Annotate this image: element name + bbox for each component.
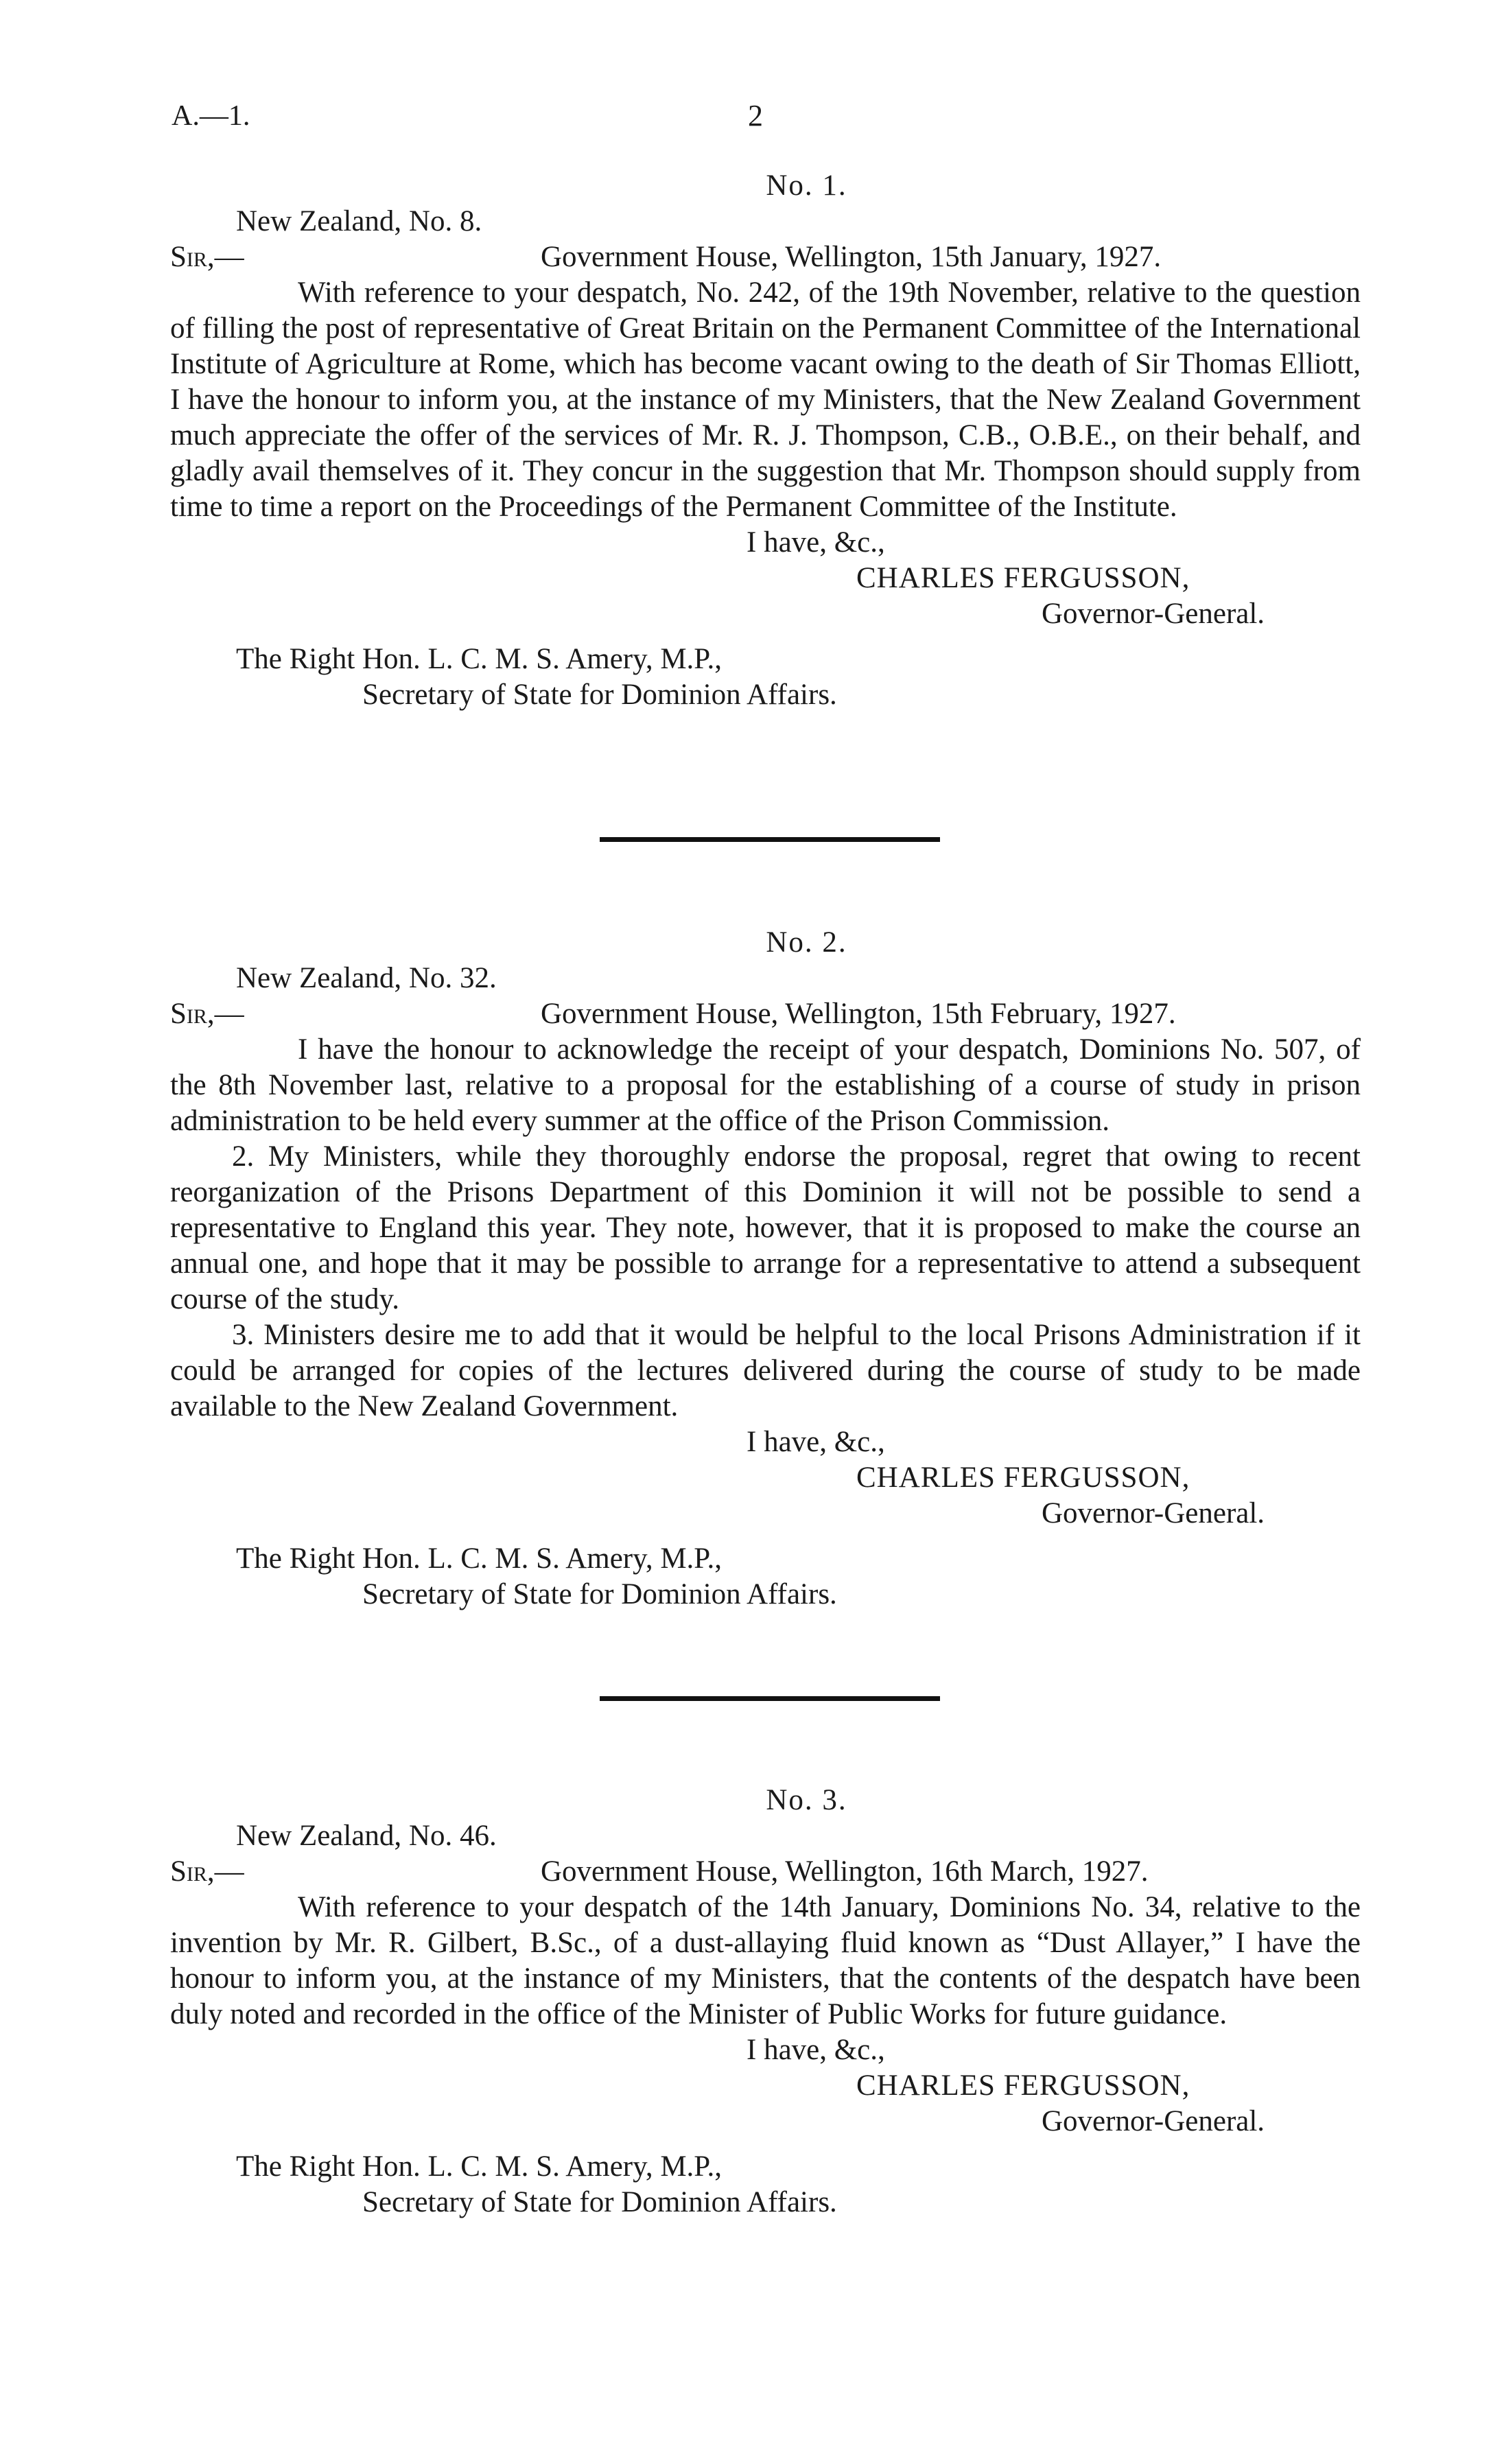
signatory: CHARLES FERGUSSON, <box>856 2069 1190 2102</box>
signatory-title: Governor-General. <box>1042 1497 1265 1529</box>
despatch-reference: New Zealand, No. 46. <box>236 1820 497 1852</box>
despatch-number: No. 1. <box>766 169 847 202</box>
despatch-reference: New Zealand, No. 8. <box>236 205 482 237</box>
paragraph: 3. Ministers desire me to add that it would be helpful to the local Prisons Administration if it could be arranged for copies of the lectures delivered during the course of study to be made available to the New Zealand Government. <box>170 1319 1361 1422</box>
despatch-1 <box>170 168 1361 713</box>
despatch-number: No. 3. <box>766 1784 847 1816</box>
addressee-title: Secretary of State for Dominion Affairs. <box>362 679 837 711</box>
salutation-line <box>170 1854 1361 1890</box>
salutation: Sir,— <box>170 241 244 273</box>
signatory-title: Governor-General. <box>1042 2105 1265 2137</box>
place-date: Government House, Wellington, 16th March, 1927. <box>541 1855 1149 1888</box>
salutation: Sir,— <box>170 1855 244 1888</box>
closing: I have, &c., <box>747 526 885 559</box>
addressee-title: Secretary of State for Dominion Affairs. <box>362 1578 837 1610</box>
place-date: Government House, Wellington, 15th January, 1927. <box>541 241 1162 273</box>
paragraph: I have the honour to acknowledge the receipt of your despatch, Dominions No. 507, of the 8th November last, relative to a proposal for the establishing of a course of study in prison administration to be held every summer at the office of the Prison Commission. <box>170 1033 1361 1137</box>
closing: I have, &c., <box>747 1426 885 1458</box>
addressee-title: Secretary of State for Dominion Affairs. <box>362 2186 837 2218</box>
addressee: The Right Hon. L. C. M. S. Amery, M.P., <box>236 1542 722 1575</box>
section-divider <box>600 837 940 842</box>
despatch-2 <box>170 925 1361 1612</box>
salutation: Sir,— <box>170 998 244 1030</box>
addressee: The Right Hon. L. C. M. S. Amery, M.P., <box>236 2150 722 2183</box>
despatch-reference: New Zealand, No. 32. <box>236 962 497 994</box>
section-divider <box>600 1696 940 1701</box>
paragraph: 2. My Ministers, while they thoroughly endorse the proposal, regret that owing to recent reorganization of the Prisons Department of this Dominion it will not be possible to send a representative to England this year. They note, however, that it is proposed to make the course an annual one, and hope that it may be possible to arrange for a representative to attend a subsequent course of the study. <box>170 1140 1361 1315</box>
paragraph: With reference to your despatch, No. 242, of the 19th November, relative to the question of filling the post of representative of Great Britain on the Permanent Committee of the International Institute of Agriculture at Rome, which has become vacant owing to the death of Sir Thomas Elliott, I have the honour to inform you, at the instance of my Ministers, that the New Zealand Government much appreciate the offer of the services of Mr. R. J. Thompson, C.B., O.B.E., on their behalf, and gladly avail themselves of it. They concur in the suggestion that Mr. Thompson should supply from time to time a report on the Proceedings of the Permanent Committee of the Institute. <box>170 277 1361 523</box>
despatch-number: No. 2. <box>766 926 847 959</box>
place-date: Government House, Wellington, 15th February, 1927. <box>541 998 1176 1030</box>
addressee: The Right Hon. L. C. M. S. Amery, M.P., <box>236 643 722 675</box>
paragraph: With reference to your despatch of the 14th January, Dominions No. 34, relative to the invention by Mr. R. Gilbert, B.Sc., of a dust-allaying fluid known as “Dust Allayer,” I have the honour to inform you, at the instance of my Ministers, that the contents of the despatch have been duly noted and recorded in the office of the Minister of Public Works for future guidance. <box>170 1891 1361 2030</box>
page-number: 2 <box>748 99 763 132</box>
signatory: CHARLES FERGUSSON, <box>856 562 1190 594</box>
document-series: A.—1. <box>172 100 250 132</box>
signatory: CHARLES FERGUSSON, <box>856 1462 1190 1494</box>
salutation-line <box>170 239 1361 275</box>
closing: I have, &c., <box>747 2034 885 2066</box>
signatory-title: Governor-General. <box>1042 598 1265 630</box>
despatch-3 <box>170 1783 1361 2220</box>
salutation-line <box>170 996 1361 1032</box>
